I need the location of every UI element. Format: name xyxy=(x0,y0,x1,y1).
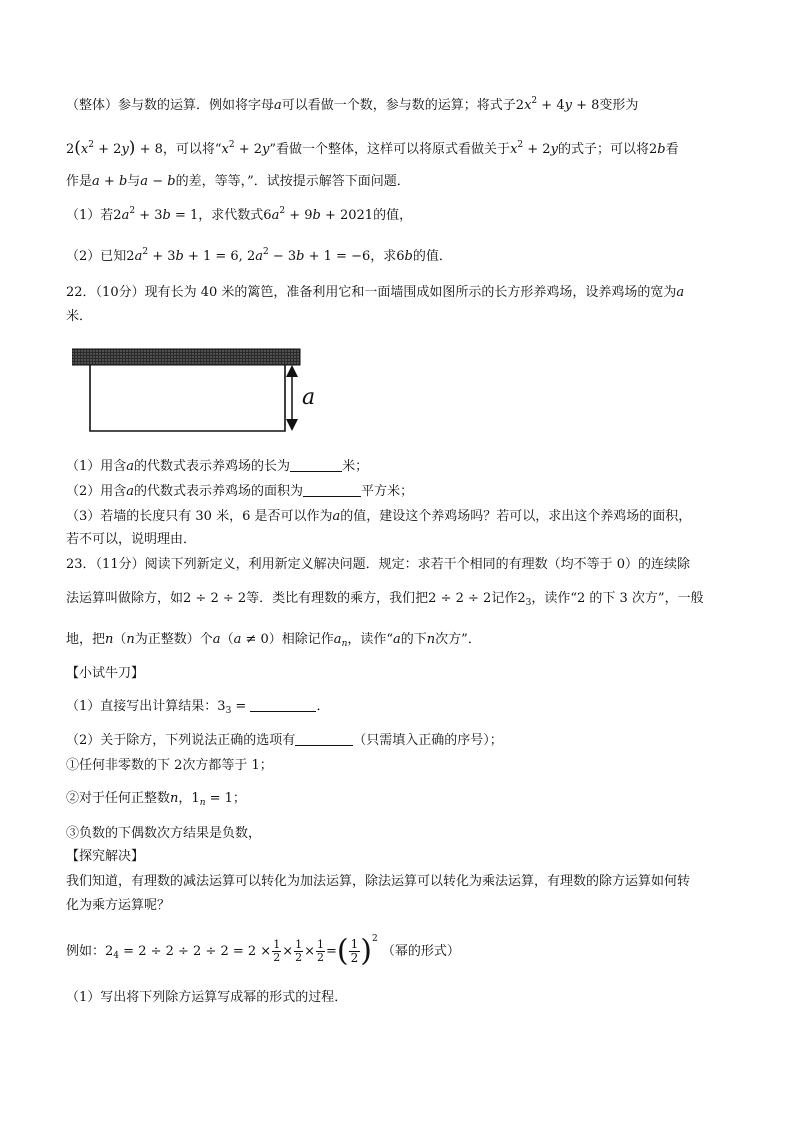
math-expr: $2(x^2 + 2y) + 8$ xyxy=(66,138,163,158)
q21-part-2: （2）已知$2a^2 + 3b + 1 = 6$, $2a^2 - 3b + 1 = -6$，求6b的值． xyxy=(66,247,452,264)
math-expr: $2_4 = 2 \div 2 \div 2 \div 2 = 2$ × $\frac{1}{2}$ × $\frac{1}{2}$ × $\frac{1}{2}$ =( $\frac{1}{2}$ )$^2$ xyxy=(105,933,378,969)
math-expr: $1_n = 1$ xyxy=(191,791,233,808)
fence-rectangle xyxy=(90,365,285,431)
explore-line-1: 我们知道，有理数的减法运算可以转化为加法运算，除法运算可以转化为乘法运算，有理数的除方运算如何转 xyxy=(66,874,691,889)
math-expr: $2a^2 + 3b + 1 = 6$, $2a^2 - 3b + 1 = -6$ xyxy=(126,247,371,264)
q22-part-1: （1）用含a的代数式表示养鸡场的长为 米； xyxy=(66,459,369,474)
q23-s1-part-2: （2）关于除方，下列说法正确的选项有 （只需填入正确的序号）； xyxy=(66,733,503,748)
answer-blank[interactable] xyxy=(250,697,316,712)
intro-line-3: 作是a + b与a − b的差，等等，”．试按提示解答下面问题． xyxy=(66,174,410,189)
intro-line-2: $2(x^2 + 2y) + 8$，可以将“$x^2 + 2y$”看做一个整体，这样可以将原式看做关于$x^2 + 2y$的式子；可以将2b看 xyxy=(66,138,679,158)
math-expr: 6b xyxy=(396,249,413,264)
math-expr: $x^2 + 2y$ xyxy=(221,140,270,157)
math-expr: 2 ÷ 2 ÷ 2 xyxy=(428,591,492,606)
explore-part-1: （1）写出将下列除方运算写成幂的形式的过程． xyxy=(66,990,348,1005)
q22-part-3: （3）若墙的长度只有 30 米，6 是否可以作为a的值，建设这个养鸡场吗？若可以，求出这个养鸡场的面积， xyxy=(66,509,692,524)
answer-blank[interactable] xyxy=(303,482,361,497)
math-expr: a + b xyxy=(92,174,128,189)
arrow-head-up xyxy=(286,365,298,377)
math-expr: $a_n$ xyxy=(333,632,348,649)
math-expr: $6a^2 + 9b + 2021$ xyxy=(263,206,374,223)
section-heading-1: 【小试牛刀】 xyxy=(66,666,145,681)
q22-part-3-cont: 若不可以，说明理由． xyxy=(66,532,197,547)
q21-part-1: （1）若$2a^2 + 3b = 1$，求代数式$6a^2 + 9b + 2021$的值， xyxy=(66,206,413,223)
section-heading-2: 【探究解决】 xyxy=(66,849,145,864)
q22-part-2: （2）用含a的代数式表示养鸡场的面积为 平方米； xyxy=(66,484,414,499)
q22-stem-end: 米． xyxy=(66,309,93,324)
option-3: ③负数的下偶数次方结果是负数， xyxy=(66,826,262,841)
explore-line-2: 化为乘方运算呢？ xyxy=(66,898,171,913)
math-expr: $3_3$ = xyxy=(217,699,251,716)
q23-stem-1: 23．（11分）阅读下列新定义，利用新定义解决问题．规定：求若干个相同的有理数（均不等于 0）的连续除 xyxy=(66,557,690,572)
arrow-head-down xyxy=(286,419,298,431)
answer-blank[interactable] xyxy=(290,457,342,472)
example-line: 例如：$2_4 = 2 \div 2 \div 2 \div 2 = 2$ × $\frac{1}{2}$ × $\frac{1}{2}$ × $\frac{1}{2}$ =( $\frac{1}{2}$ )$^2$ （幂的形式） xyxy=(66,933,460,969)
wall xyxy=(72,349,300,365)
q23-s1-part-1: （1）直接写出计算结果：$3_3$ = ． xyxy=(66,699,330,716)
math-expr: a ≠ 0 xyxy=(233,632,269,647)
math-expr: 2 ÷ 2 ÷ 2 xyxy=(183,591,247,606)
math-expr: a − b xyxy=(140,174,176,189)
option-2: ②对于任何正整数n，$1_n = 1$； xyxy=(66,791,246,808)
math-expr: $2_3$ xyxy=(517,591,532,608)
chicken-farm-figure xyxy=(72,347,322,437)
q22-stem: 22．（10分）现有长为 40 米的篱笆，准备利用它和一面墙围成如图所示的长方形养鸡场，设养鸡场的宽为a xyxy=(66,285,685,300)
q23-stem-3: 地，把n（n为正整数）个a（a ≠ 0）相除记作$a_n$，读作“a的下n次方”． xyxy=(66,632,481,649)
math-expr: 2b xyxy=(648,142,666,157)
q23-stem-2: 法运算叫做除方，如2 ÷ 2 ÷ 2等．类比有理数的乘方，我们把2 ÷ 2 ÷ 2记作$2_3$，读作“2 的下 3 次方”，一般 xyxy=(66,591,704,608)
width-label: a xyxy=(302,385,316,410)
option-1: ①任何非零数的下 2次方都等于 1； xyxy=(66,758,273,773)
intro-line-1: （整体）参与数的运算．例如将字母a可以看做一个数，参与数的运算；将式子$2x^2 + 4y + 8$变形为 xyxy=(66,96,639,113)
math-expr: $2x^2 + 4y + 8$ xyxy=(515,96,600,113)
answer-blank[interactable] xyxy=(295,731,353,746)
math-expr: $x^2 + 2y$ xyxy=(510,140,558,157)
math-expr: $2a^2 + 3b = 1$ xyxy=(113,206,199,223)
